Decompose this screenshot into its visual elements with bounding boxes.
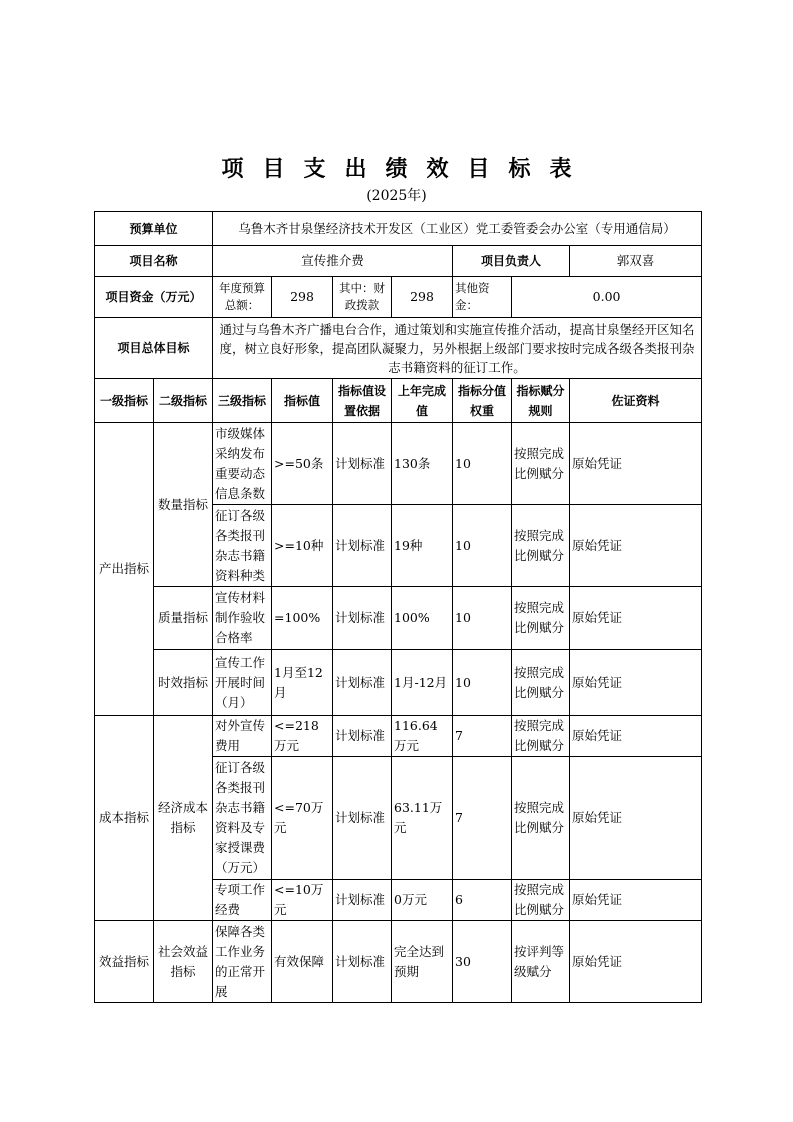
indicator-last-year: 完全达到预期 <box>392 921 453 1003</box>
indicator-weight: 10 <box>453 587 512 650</box>
indicator-basis: 计划标准 <box>333 505 392 587</box>
col-header-level1: 一级指标 <box>95 379 154 423</box>
annual-budget-label: 年度预算总额： <box>213 277 272 318</box>
col-header-last-year: 上年完成值 <box>392 379 453 423</box>
indicator-name: 宣传材料制作验收合格率 <box>213 587 272 650</box>
annual-budget-value: 298 <box>272 277 333 318</box>
group-social-benefit: 社会效益指标 <box>154 921 213 1003</box>
indicator-weight: 10 <box>453 505 512 587</box>
table-row <box>95 587 702 650</box>
indicator-weight: 6 <box>453 880 512 921</box>
indicator-rule: 按照完成比例赋分 <box>512 587 570 650</box>
indicator-value: =100% <box>272 587 333 650</box>
indicator-evidence: 原始凭证 <box>570 880 702 921</box>
table-row <box>95 716 702 757</box>
column-header-row <box>95 379 702 423</box>
indicator-rule: 按照完成比例赋分 <box>512 650 570 716</box>
indicator-evidence: 原始凭证 <box>570 921 702 1003</box>
indicator-last-year: 100% <box>392 587 453 650</box>
indicator-last-year: 1月-12月 <box>392 650 453 716</box>
project-name-value: 宣传推介费 <box>213 246 453 277</box>
indicator-value: >=50条 <box>272 423 333 505</box>
project-goal-row <box>95 318 702 379</box>
indicator-last-year: 19种 <box>392 505 453 587</box>
indicator-last-year: 0万元 <box>392 880 453 921</box>
group-output: 产出指标 <box>95 423 154 716</box>
indicator-value: >=10种 <box>272 505 333 587</box>
indicator-basis: 计划标准 <box>333 587 392 650</box>
col-header-value: 指标值 <box>272 379 333 423</box>
group-quality: 质量指标 <box>154 587 213 650</box>
project-name-label: 项目名称 <box>95 246 213 277</box>
indicator-value: 1月至12月 <box>272 650 333 716</box>
indicator-name: 市级媒体采纳发布重要动态信息条数 <box>213 423 272 505</box>
budget-unit-row <box>95 212 702 246</box>
project-funds-row <box>95 277 702 318</box>
indicator-rule: 按照完成比例赋分 <box>512 716 570 757</box>
indicator-rule: 按照完成比例赋分 <box>512 423 570 505</box>
indicator-weight: 10 <box>453 423 512 505</box>
group-benefit: 效益指标 <box>95 921 154 1003</box>
fiscal-funds-value: 298 <box>392 277 453 318</box>
indicator-evidence: 原始凭证 <box>570 716 702 757</box>
indicator-name: 保障各类工作业务的正常开展 <box>213 921 272 1003</box>
indicator-basis: 计划标准 <box>333 650 392 716</box>
project-name-row <box>95 246 702 277</box>
indicator-basis: 计划标准 <box>333 716 392 757</box>
indicator-weight: 10 <box>453 650 512 716</box>
funds-label: 项目资金（万元） <box>95 277 213 318</box>
indicator-value: 有效保障 <box>272 921 333 1003</box>
indicator-evidence: 原始凭证 <box>570 650 702 716</box>
indicator-value: <=218万元 <box>272 716 333 757</box>
indicator-basis: 计划标准 <box>333 757 392 880</box>
table-row <box>95 921 702 1003</box>
col-header-weight: 指标分值权重 <box>453 379 512 423</box>
col-header-evidence: 佐证资料 <box>570 379 702 423</box>
indicator-value: <=70万元 <box>272 757 333 880</box>
table-row <box>95 423 702 505</box>
page-title: 项目支出绩效目标表 <box>221 157 591 182</box>
group-cost: 成本指标 <box>95 716 154 921</box>
indicator-weight: 7 <box>453 716 512 757</box>
indicator-last-year: 63.11万元 <box>392 757 453 880</box>
fiscal-funds-label: 其中：财政拨款 <box>333 277 392 318</box>
indicator-evidence: 原始凭证 <box>570 423 702 505</box>
indicator-weight: 7 <box>453 757 512 880</box>
col-header-level3: 三级指标 <box>213 379 272 423</box>
group-quantity: 数量指标 <box>154 423 213 587</box>
project-lead-label: 项目负责人 <box>453 246 570 277</box>
budget-unit-label: 预算单位 <box>95 212 213 246</box>
performance-table <box>94 211 702 1003</box>
indicator-last-year: 116.64万元 <box>392 716 453 757</box>
project-lead-value: 郭双喜 <box>570 246 702 277</box>
indicator-name: 对外宣传费用 <box>213 716 272 757</box>
indicator-rule: 按照完成比例赋分 <box>512 505 570 587</box>
indicator-basis: 计划标准 <box>333 423 392 505</box>
col-header-basis: 指标值设置依据 <box>333 379 392 423</box>
col-header-level2: 二级指标 <box>154 379 213 423</box>
indicator-name: 宣传工作开展时间（月） <box>213 650 272 716</box>
indicator-name: 征订各级各类报刊杂志书籍资料种类 <box>213 505 272 587</box>
budget-unit-value: 乌鲁木齐甘泉堡经济技术开发区（工业区）党工委管委会办公室（专用通信局） <box>213 212 702 246</box>
table-row <box>95 650 702 716</box>
col-header-rule: 指标赋分规则 <box>512 379 570 423</box>
indicator-last-year: 130条 <box>392 423 453 505</box>
group-economic-cost: 经济成本指标 <box>154 716 213 921</box>
indicator-rule: 按评判等级赋分 <box>512 921 570 1003</box>
indicator-name: 征订各级各类报刊杂志书籍资料及专家授课费（万元） <box>213 757 272 880</box>
indicator-weight: 30 <box>453 921 512 1003</box>
group-timeliness: 时效指标 <box>154 650 213 716</box>
indicator-basis: 计划标准 <box>333 921 392 1003</box>
page-subtitle-year: (2025年) <box>366 188 427 204</box>
other-funds-label: 其他资金： <box>453 277 512 318</box>
goal-value: 通过与乌鲁木齐广播电台合作，通过策划和实施宣传推介活动，提高甘泉堡经开区知名度，树立良好形象，提高团队凝聚力，另外根据上级部门要求按时完成各级各类报刊杂志书籍资料的征订工作。 <box>213 318 702 379</box>
indicator-name: 专项工作经费 <box>213 880 272 921</box>
indicator-value: <=10万元 <box>272 880 333 921</box>
indicator-rule: 按照完成比例赋分 <box>512 757 570 880</box>
indicator-evidence: 原始凭证 <box>570 505 702 587</box>
other-funds-value: 0.00 <box>512 277 702 318</box>
indicator-rule: 按照完成比例赋分 <box>512 880 570 921</box>
goal-label: 项目总体目标 <box>95 318 213 379</box>
indicator-evidence: 原始凭证 <box>570 587 702 650</box>
indicator-basis: 计划标准 <box>333 880 392 921</box>
indicator-evidence: 原始凭证 <box>570 757 702 880</box>
